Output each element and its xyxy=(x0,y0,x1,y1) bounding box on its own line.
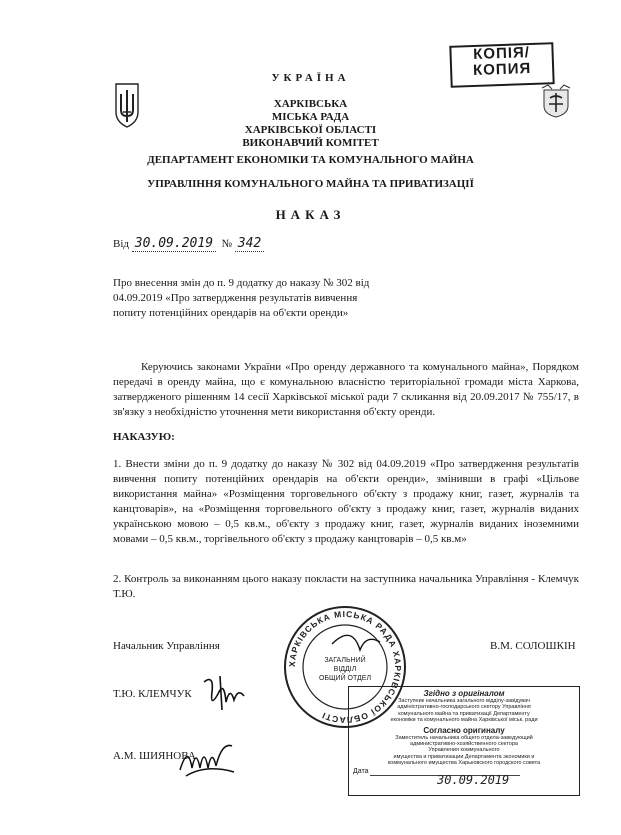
conformity-line-ru: коммунального имущества Харьковского городского совета xyxy=(387,760,541,767)
authority-line: ХАРКІВСЬКОЇ ОБЛАСТІ xyxy=(244,124,377,136)
order-number: 342 xyxy=(235,236,264,252)
order-date: 30.09.2019 xyxy=(132,236,216,252)
seal-center-line: ВІДДІЛ xyxy=(333,666,357,673)
country-heading: УКРАЇНА xyxy=(271,72,350,84)
conformity-line-ru: Управления коммунального xyxy=(428,747,500,754)
head-name: В.М. СОЛОШКІН xyxy=(490,640,576,652)
order-word: НАКАЗУЮ: xyxy=(113,431,175,443)
number-prefix: № xyxy=(221,238,233,250)
signature-klemchuk-icon xyxy=(200,672,250,714)
executor-name: А.М. ШИЯНОВА xyxy=(113,750,196,762)
copy-stamp: КОПІЯ/ КОПИЯ xyxy=(449,42,554,88)
approver-name: Т.Ю. КЛЕМЧУК xyxy=(113,688,192,700)
date-prefix: Від xyxy=(113,238,129,250)
order-subject: Про внесення змін до п. 9 додатку до наказу № 302 від 04.09.2019 «Про затвердження результатів вивчення попиту потенційних орендарів на об'єкти оренди» xyxy=(113,277,370,319)
conformity-date-label: Дата xyxy=(353,767,369,775)
seal-center-line: ОБЩИЙ ОТДЕЛ xyxy=(318,675,372,682)
seal-center-line: ЗАГАЛЬНИЙ xyxy=(324,657,366,664)
conformity-line-ru: административно-хозяйственного сектора xyxy=(410,741,518,748)
authority-line: МІСЬКА РАДА xyxy=(271,111,350,123)
preamble-paragraph: Керуючись законами України «Про оренду державного та комунального майна», Порядком передачі в оренду майна, що є комунальною власністю територіальної громади міста Харкова, затвердженого рішенням 14 сесії Харківської міської ради 7 скликання від 20.09.2017 № 755/17, в зв'язку з необхідністю уточнення мети використання об'єкту оренди. xyxy=(113,361,579,418)
conformity-line-ru: имущества и приватизации Департамента экономики и xyxy=(393,753,535,760)
conformity-line: економіки та комунального майна Харківської міськ. ради xyxy=(390,717,538,724)
conformity-stamp xyxy=(348,686,580,796)
signature-shiyanova-icon xyxy=(176,734,238,780)
order-item-2: 2. Контроль за виконанням цього наказу покласти на заступника начальника Управління - Клемчук Т.Ю. xyxy=(113,573,579,600)
department-heading: ДЕПАРТАМЕНТ ЕКОНОМІКИ ТА КОМУНАЛЬНОГО МАЙНА xyxy=(147,154,474,166)
seal-ring-text: ХАРКІВСЬКА МІСЬКА РАДА ХАРКІВСЬКОЇ ОБЛАСТІ xyxy=(286,608,404,726)
conformity-date: 30.09.2019 xyxy=(437,773,510,787)
document-type-title: НАКАЗ xyxy=(275,207,346,222)
conformity-line-ru: Заместитель начальника общего отдела-заведующий xyxy=(395,734,533,741)
subdepartment-heading: УПРАВЛІННЯ КОМУНАЛЬНОГО МАЙНА ТА ПРИВАТИЗАЦІЇ xyxy=(147,178,474,190)
order-item-1: 1. Внести зміни до п. 9 додатку до наказу № 302 від 04.09.2019 «Про затвердження результатів вивчення попиту потенційних орендарів на об'єкти оренди», змінивши в графі «Цільове використання майна» «Розміщення торговельного об'єкту з продажу книг, газет, журналів та канцтоварів», на «Розміщення торговельного об'єкту з продажу книг, газет, журналів виданих українською мовою – 0,5 кв.м., об'єкту з продажу книг, газет, журналів виданих іноземними мовами – 0,5 кв.м., торгівельного об'єкту з продажу канцтоварів – 0,5 кв.м» xyxy=(113,458,579,545)
conformity-line: адміністративно-господарського сектору Управління xyxy=(397,704,531,711)
order-date-line xyxy=(113,236,264,251)
authority-line: ХАРКІВСЬКА xyxy=(273,98,348,110)
authority-block xyxy=(0,98,621,150)
conformity-line: Заступник начальника загального відділу-завідувач xyxy=(398,698,530,704)
head-title: Начальник Управління xyxy=(113,640,220,652)
conformity-line: комунального майна та приватизації Департаменту xyxy=(398,710,530,717)
conformity-title-ru: Согласно оригиналу xyxy=(423,725,505,735)
authority-line: ВИКОНАВЧИЙ КОМІТЕТ xyxy=(242,137,379,149)
conformity-title: Згідно з оригіналом xyxy=(423,689,505,698)
